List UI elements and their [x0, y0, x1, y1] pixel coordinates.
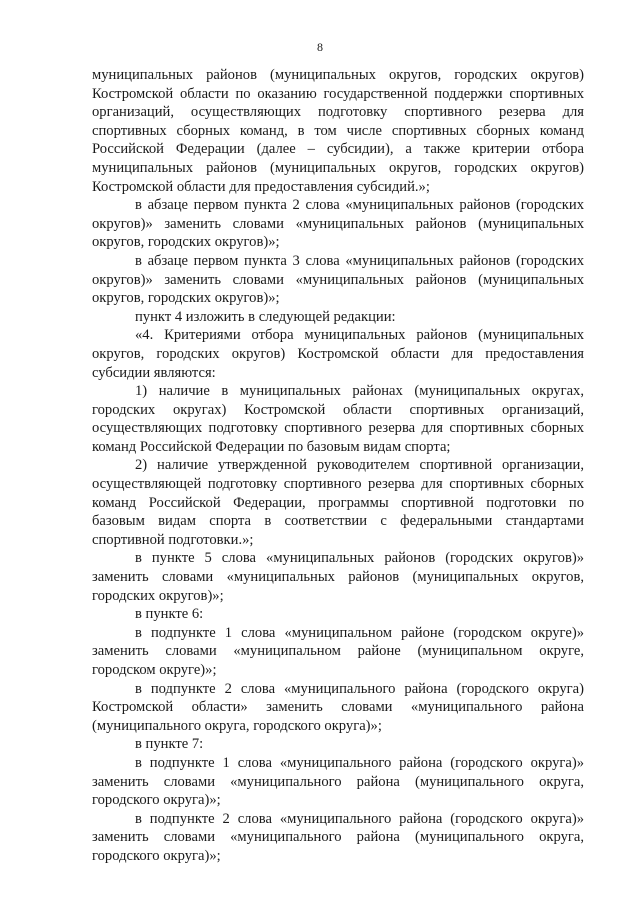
paragraph-item-6-sub-1: в подпункте 1 слова «муниципальном районе (городском округе)» заменить словами «муниципальном районе (муниципальном округе, городском округе)»;: [92, 624, 584, 678]
paragraph-item-6-sub-2: в подпункте 2 слова «муниципального района (городского округа) Костромской области» заменить словами «муниципального района (муниципального округа, городского округа)»;: [92, 680, 584, 734]
paragraph-amend-item-2: в абзаце первом пункта 2 слова «муниципальных районов (городских округов)» заменить словами «муниципальных районов (муниципальных округов, городских округов)»;: [92, 197, 584, 251]
paragraph-item-7-intro: в пункте 7:: [135, 736, 204, 753]
paragraph-amend-item-3: в абзаце первом пункта 3 слова «муниципальных районов (городских округов)» заменить словами «муниципальных районов (муниципальных округов, городских округов)»;: [92, 252, 584, 307]
paragraph-continuation: муниципальных районов (муниципальных округов, городских округов) Костромской области по оказанию государственной поддержки спортивных организаций, осуществляющих подготовку спортивного резерва для спортивных сборных команд, в том числе спортивных сборных команд Российской Федерации (далее – субсидии), а также критерии отбора муниципальных районов (муниципальных округов, городских округов) Костромской области для предоставления субсидий.»;: [92, 67, 584, 195]
paragraph-item-7-sub-2: в подпункте 2 слова «муниципального района (городского округа)» заменить словами «муниципального района (муниципального округа, городского округа)»;: [92, 810, 584, 864]
paragraph-criterion-2: 2) наличие утвержденной руководителем спортивной организации, осуществляющей подготовку спортивного резерва для спортивных сборных команд Российской Федерации, программы спортивной подготовки по базовым видам спорта в соответствии с федеральными стандартами спортивной подготовки.»;: [92, 457, 584, 548]
paragraph-amend-item-5: в пункте 5 слова «муниципальных районов (городских округов)» заменить словами «муниципальных районов (муниципальных округов, городских округов)»;: [92, 550, 584, 604]
paragraph-item-6-intro: в пункте 6:: [135, 606, 204, 623]
document-body: [92, 66, 584, 866]
paragraph-item-4-text: «4. Критериями отбора муниципальных районов (муниципальных округов, городских округов) Костромской области для предоставления субсидии являются:: [92, 327, 584, 381]
paragraph-item-4-intro: пункт 4 изложить в следующей редакции:: [135, 308, 396, 325]
page-number: 8: [317, 40, 323, 54]
paragraph-item-7-sub-1: в подпункте 1 слова «муниципального района (городского округа)» заменить словами «муниципального района (муниципального округа, городского округа)»;: [92, 754, 584, 809]
paragraph-criterion-1: 1) наличие в муниципальных районах (муниципальных округах, городских округах) Костромской области спортивных организаций, осуществляющих подготовку спортивного резерва для спортивных сборных команд Российской Федерации по базовым видам спорта;: [92, 383, 584, 455]
